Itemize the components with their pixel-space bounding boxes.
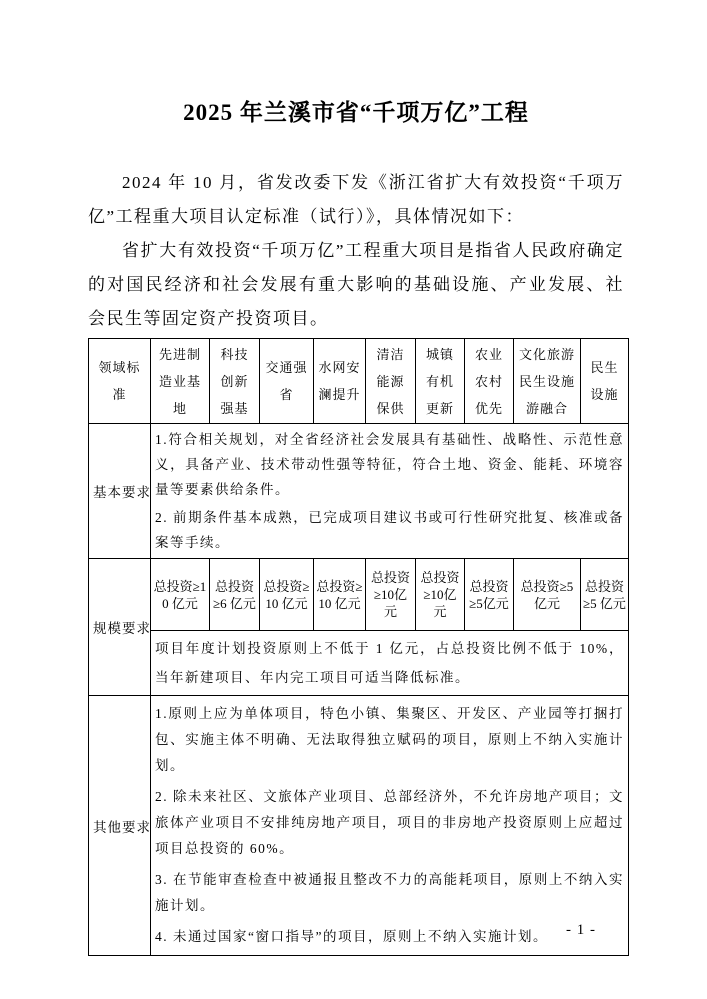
- header-cell-livelihood-facilities: 民生设施: [581, 339, 629, 424]
- header-cell-domain-standard: 领域标准: [89, 339, 151, 424]
- basic-requirements-cell: [151, 424, 629, 559]
- table-header-row: [89, 339, 629, 424]
- intro-paragraph-1: 2024 年 10 月，省发改委下发《浙江省扩大有效投资“千项万亿”工程重大项目认定标准（试行）》，具体情况如下：: [88, 173, 624, 226]
- header-cell-agriculture-rural: 农业农村优先: [465, 339, 514, 424]
- scale-note-row: [89, 631, 629, 696]
- investment-cell: 总投资≥10亿元: [416, 559, 465, 631]
- investment-cell: 总投资≥6 亿元: [210, 559, 260, 631]
- document-title: 2025 年兰溪市省“千项万亿”工程: [183, 100, 529, 125]
- header-cell-culture-tourism: 文化旅游民生设施游融合: [514, 339, 581, 424]
- criteria-table: [88, 338, 629, 956]
- other-requirements-label: 其他要求: [89, 696, 151, 956]
- header-cell-advanced-manufacturing: 先进制造业基地: [151, 339, 210, 424]
- page-number: - 1 -: [566, 922, 596, 938]
- other-requirements-row: [89, 696, 629, 956]
- investment-cell: 总投资≥10 亿元: [151, 559, 210, 631]
- investment-cell: 总投资≥10 亿元: [260, 559, 314, 631]
- investment-cell: 总投资≥10亿元: [366, 559, 416, 631]
- basic-requirement-item: 1.符合相关规划，对全省经济社会发展具有基础性、战略性、示范性意义，具备产业、技术带动性强等特征，符合土地、资金、能耗、环境容量等要素供给条件。: [155, 432, 624, 497]
- header-cell-water-network: 水网安澜提升: [314, 339, 366, 424]
- intro-paragraph-2: 省扩大有效投资“千项万亿”工程重大项目是指省人民政府确定的对国民经济和社会发展有重大影响的基础设施、产业发展、社会民生等固定资产投资项目。: [88, 241, 624, 328]
- header-cell-transport: 交通强省: [260, 339, 314, 424]
- header-cell-urban-renewal: 城镇有机更新: [416, 339, 465, 424]
- investment-cell: 总投资≥5 亿元: [581, 559, 629, 631]
- basic-requirements-row: [89, 424, 629, 559]
- other-requirement-item: 2. 除未来社区、文旅体产业项目、总部经济外，不允许房地产项目；文旅体产业项目不安排纯房地产项目，项目的非房地产投资原则上应超过项目总投资的 60%。: [155, 789, 624, 856]
- scale-investment-row: [89, 559, 629, 631]
- other-requirements-cell: [151, 696, 629, 956]
- investment-cell: 总投资≥5亿元: [465, 559, 514, 631]
- header-cell-sci-tech-innovation: 科技创新强基: [210, 339, 260, 424]
- investment-cell: 总投资≥5亿元: [514, 559, 581, 631]
- investment-cell: 总投资≥10 亿元: [314, 559, 366, 631]
- document-content: [88, 0, 624, 956]
- header-cell-clean-energy: 清洁能源保供: [366, 339, 416, 424]
- scale-note-cell: [151, 631, 629, 696]
- scale-note-text: 项目年度计划投资原则上不低于 1 亿元，占总投资比例不低于 10%，当年新建项目、年内完工项目可适当降低标准。: [155, 641, 624, 685]
- other-requirement-item: 3. 在节能审查检查中被通报且整改不力的高能耗项目，原则上不纳入实施计划。: [155, 872, 624, 913]
- other-requirement-item: 4. 未通过国家“窗口指导”的项目，原则上不纳入实施计划。: [155, 929, 548, 944]
- basic-requirement-item: 2. 前期条件基本成熟，已完成项目建议书或可行性研究批复、核准或备案等手续。: [155, 510, 624, 550]
- other-requirement-item: 1.原则上应为单体项目，特色小镇、集聚区、开发区、产业园等打捆打包、实施主体不明确、无法取得独立赋码的项目，原则上不纳入实施计划。: [155, 706, 624, 773]
- basic-requirements-label: 基本要求: [89, 424, 151, 559]
- scale-requirements-label: 规模要求: [89, 559, 151, 696]
